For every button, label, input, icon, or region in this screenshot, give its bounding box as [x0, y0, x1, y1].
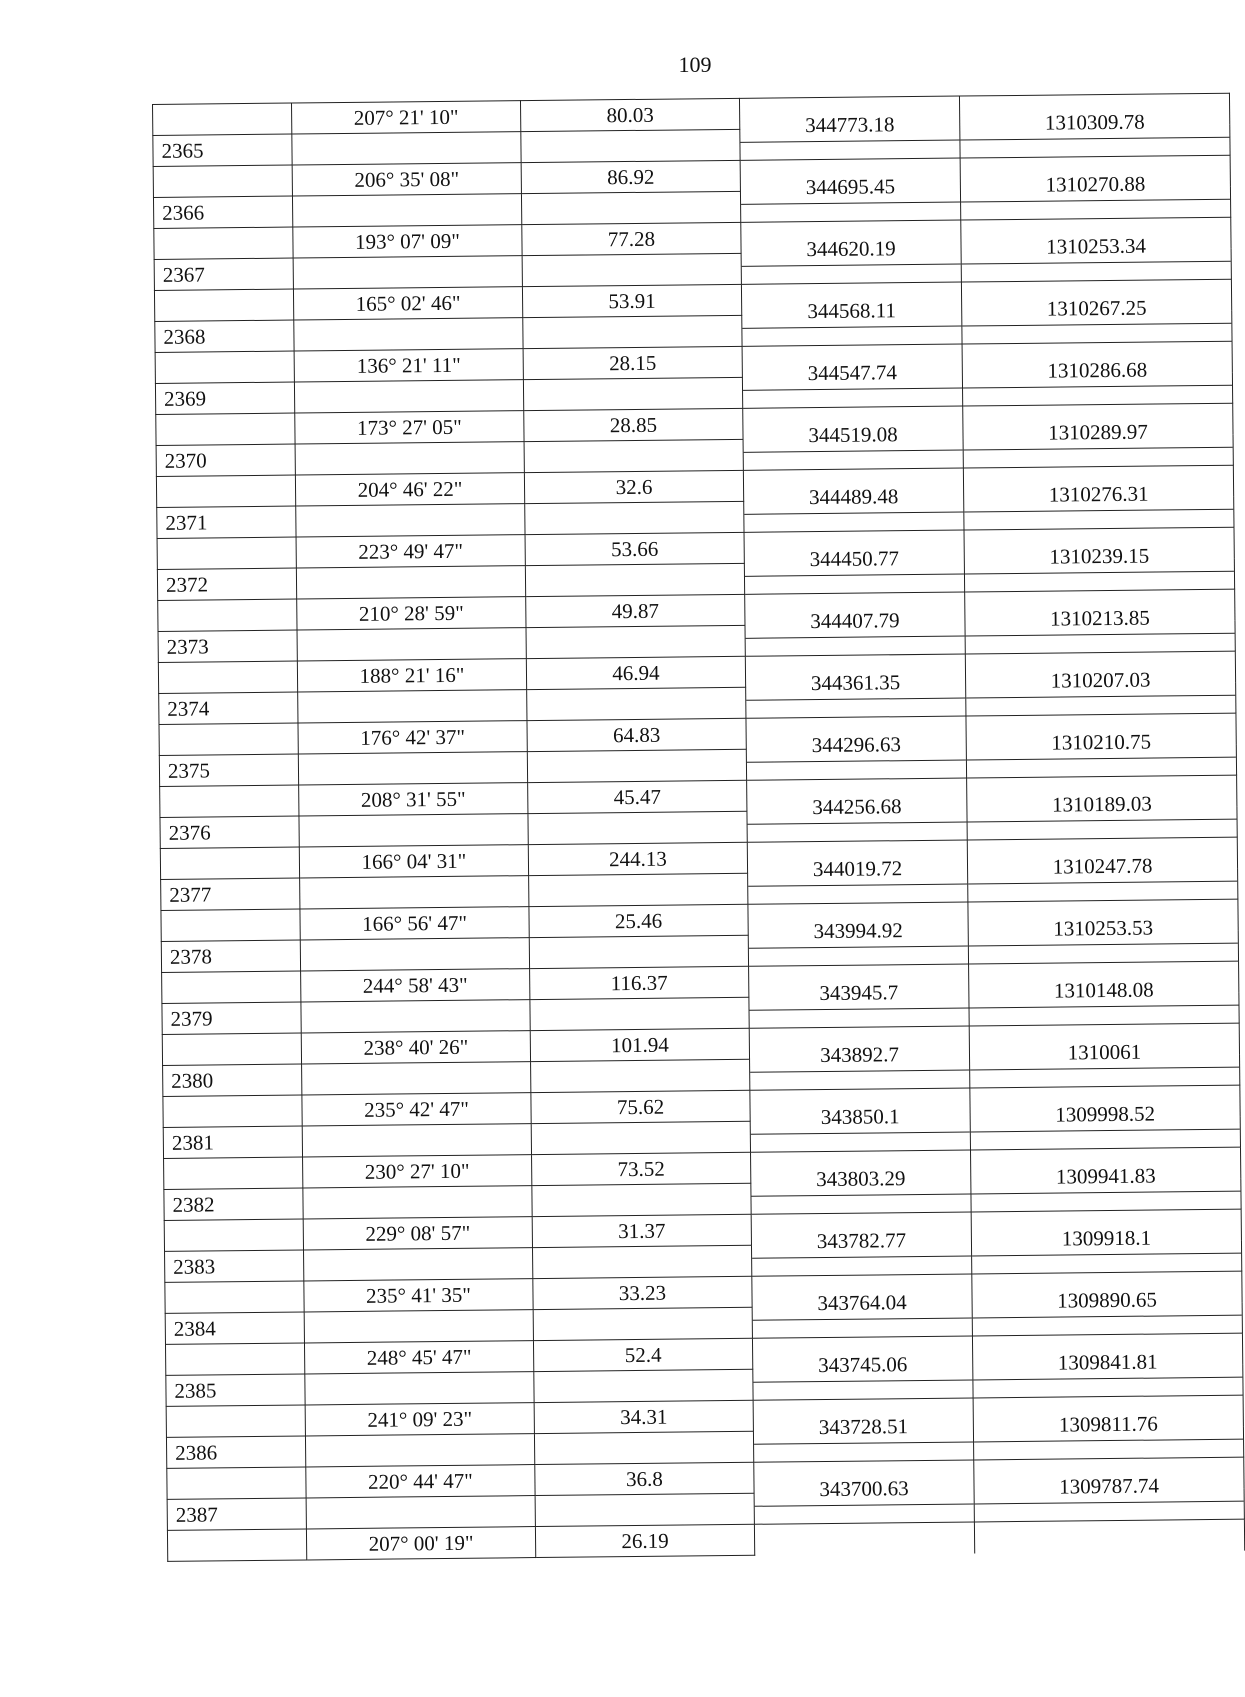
survey-table-body	[153, 93, 1245, 1561]
distance-cell: 33.23	[533, 1276, 752, 1309]
distance-cell: 64.83	[527, 718, 746, 751]
easting-value: 1310253.53	[1053, 915, 1154, 941]
station-cell	[158, 599, 297, 631]
northing-cell	[754, 1522, 974, 1555]
easting-cell	[963, 419, 1233, 468]
bearing-cell	[301, 1000, 530, 1033]
bearing-cell	[302, 1124, 531, 1157]
easting-cell	[965, 605, 1235, 654]
bearing-cell	[306, 1496, 535, 1529]
distance-cell: 77.28	[522, 222, 741, 255]
station-cell	[158, 661, 297, 693]
station-cell	[160, 785, 299, 817]
station-id-cell: 2376	[160, 816, 299, 848]
easting-value: 1309918.1	[1061, 1225, 1152, 1251]
easting-value: 1310148.08	[1053, 977, 1154, 1003]
northing-cell	[745, 607, 965, 656]
distance-cell	[530, 997, 749, 1030]
northing-value: 343850.1	[820, 1103, 900, 1129]
station-cell	[167, 1467, 306, 1499]
bearing-cell	[305, 1434, 534, 1467]
bearing-cell: 244° 58' 43"	[301, 969, 530, 1002]
page-number: 109	[678, 52, 712, 77]
northing-cell	[746, 731, 966, 780]
bearing-cell	[302, 1062, 531, 1095]
bearing-cell: 206° 35' 08"	[292, 163, 521, 196]
station-id-cell: 2383	[165, 1250, 304, 1282]
northing-value: 344407.79	[810, 607, 900, 633]
northing-value: 344256.68	[812, 793, 902, 819]
bearing-cell	[299, 814, 528, 847]
easting-value: 1310270.88	[1045, 171, 1146, 197]
northing-value: 344489.48	[808, 483, 899, 509]
station-id-cell: 2382	[164, 1188, 303, 1220]
distance-cell: 53.91	[522, 284, 741, 317]
station-cell	[165, 1281, 304, 1313]
northing-cell	[749, 979, 969, 1028]
bearing-cell: 208° 31' 55"	[299, 783, 528, 816]
northing-cell	[751, 1227, 971, 1276]
bearing-cell	[298, 752, 527, 785]
distance-cell: 32.6	[524, 470, 743, 503]
northing-cell	[754, 1475, 974, 1524]
northing-cell	[740, 111, 960, 160]
bearing-cell: 229° 08' 57"	[303, 1217, 532, 1250]
northing-cell	[743, 421, 963, 470]
northing-value: 344450.77	[809, 545, 900, 571]
easting-value: 1310289.97	[1047, 419, 1148, 445]
station-cell	[163, 1095, 302, 1127]
bearing-cell	[300, 876, 529, 909]
distance-cell: 26.19	[535, 1524, 754, 1557]
station-cell	[156, 413, 295, 445]
northing-cell	[748, 855, 968, 904]
northing-value: 343892.7	[819, 1041, 899, 1067]
bearing-cell	[297, 628, 526, 661]
easting-cell	[962, 357, 1232, 406]
station-id-cell: 2381	[163, 1126, 302, 1158]
northing-value: 343945.7	[819, 979, 899, 1005]
easting-value: 1310213.85	[1049, 605, 1150, 631]
distance-cell	[533, 1307, 752, 1340]
bearing-cell	[303, 1186, 532, 1219]
easting-cell	[966, 729, 1236, 778]
bearing-cell: 207° 21' 10"	[291, 101, 520, 134]
distance-cell	[522, 253, 741, 286]
easting-value: 1309998.52	[1055, 1101, 1156, 1127]
distance-cell	[529, 935, 748, 968]
easting-cell	[967, 791, 1237, 840]
distance-cell	[523, 315, 742, 348]
northing-cell	[752, 1289, 972, 1338]
easting-cell	[966, 667, 1236, 716]
distance-cell	[521, 129, 740, 162]
easting-cell	[961, 233, 1231, 282]
distance-cell	[534, 1369, 753, 1402]
bearing-cell	[295, 442, 524, 475]
northing-cell	[742, 359, 962, 408]
station-cell	[159, 723, 298, 755]
distance-cell	[525, 501, 744, 534]
easting-cell	[971, 1163, 1241, 1212]
easting-value: 1310210.75	[1051, 729, 1152, 755]
northing-cell	[746, 669, 966, 718]
station-cell	[154, 289, 293, 321]
station-cell	[167, 1529, 306, 1561]
station-cell	[162, 1033, 301, 1065]
easting-cell	[972, 1287, 1242, 1336]
northing-value: 344620.19	[806, 235, 896, 261]
bearing-cell	[292, 194, 521, 227]
distance-cell	[534, 1431, 753, 1464]
station-cell	[164, 1219, 303, 1251]
station-id-cell: 2385	[166, 1374, 305, 1406]
easting-cell	[968, 915, 1238, 964]
northing-cell	[751, 1165, 971, 1214]
northing-cell	[750, 1103, 970, 1152]
bearing-cell: 166° 04' 31"	[299, 845, 528, 878]
northing-value: 344695.45	[805, 173, 896, 199]
station-cell	[155, 351, 294, 383]
easting-cell	[970, 1039, 1240, 1088]
station-id-cell: 2371	[157, 506, 296, 538]
bearing-cell	[293, 256, 522, 289]
distance-cell	[532, 1183, 751, 1216]
easting-value: 1309941.83	[1055, 1163, 1156, 1189]
bearing-cell: 173° 27' 05"	[295, 411, 524, 444]
survey-coordinates-table	[152, 93, 1245, 1562]
bearing-cell: 235° 42' 47"	[302, 1093, 531, 1126]
distance-cell	[531, 1121, 750, 1154]
distance-cell: 101.94	[530, 1028, 749, 1061]
bearing-cell: 223° 49' 47"	[296, 535, 525, 568]
distance-cell	[528, 811, 747, 844]
distance-cell: 45.47	[528, 780, 747, 813]
easting-cell	[973, 1349, 1243, 1398]
northing-cell	[744, 545, 964, 594]
distance-cell: 28.85	[524, 408, 743, 441]
northing-value: 343803.29	[816, 1165, 906, 1191]
bearing-cell: 136° 21' 11"	[294, 349, 523, 382]
easting-value: 1310061	[1067, 1039, 1142, 1064]
easting-value: 1310309.78	[1044, 109, 1145, 135]
distance-cell: 86.92	[521, 160, 740, 193]
easting-value: 1310253.34	[1046, 233, 1147, 259]
station-cell	[161, 909, 300, 941]
easting-cell	[964, 481, 1234, 530]
station-cell	[154, 227, 293, 259]
northing-cell	[741, 235, 961, 284]
northing-value: 343994.92	[813, 917, 903, 943]
northing-value: 344361.35	[810, 669, 901, 695]
easting-value: 1310247.78	[1052, 853, 1153, 879]
distance-cell	[531, 1059, 750, 1092]
bearing-cell: 188° 21' 16"	[297, 659, 526, 692]
bearing-cell: 176° 42' 37"	[298, 721, 527, 754]
northing-value: 344296.63	[811, 731, 901, 757]
station-id-cell: 2370	[156, 444, 295, 476]
distance-cell	[525, 563, 744, 596]
northing-value: 343745.06	[817, 1351, 908, 1377]
distance-cell	[526, 625, 745, 658]
northing-value: 344568.11	[807, 297, 897, 323]
bearing-cell: 230° 27' 10"	[303, 1155, 532, 1188]
station-id-cell: 2386	[166, 1436, 305, 1468]
bearing-cell	[296, 504, 525, 537]
northing-value: 344519.08	[808, 421, 898, 447]
distance-cell: 80.03	[520, 98, 739, 131]
bearing-cell	[300, 938, 529, 971]
northing-cell	[753, 1413, 973, 1462]
station-cell	[157, 537, 296, 569]
easting-value: 1310286.68	[1047, 357, 1148, 383]
station-id-cell: 2387	[167, 1498, 306, 1530]
easting-cell	[960, 109, 1230, 158]
distance-cell	[527, 687, 746, 720]
station-id-cell: 2367	[154, 258, 293, 290]
distance-cell	[521, 191, 740, 224]
bearing-cell: 238° 40' 26"	[301, 1031, 530, 1064]
northing-cell	[750, 1041, 970, 1090]
easting-cell	[974, 1519, 1244, 1553]
easting-cell	[962, 295, 1232, 344]
station-cell	[165, 1343, 304, 1375]
station-id-cell: 2375	[159, 754, 298, 786]
station-cell	[166, 1405, 305, 1437]
easting-value: 1310189.03	[1051, 791, 1152, 817]
northing-cell	[748, 917, 968, 966]
northing-value: 344773.18	[805, 111, 895, 137]
easting-cell	[964, 543, 1234, 592]
northing-value: 343782.77	[816, 1227, 907, 1253]
distance-cell	[524, 439, 743, 472]
northing-value: 343728.51	[818, 1413, 909, 1439]
station-id-cell: 2384	[165, 1312, 304, 1344]
bearing-cell: 235° 41' 35"	[304, 1279, 533, 1312]
distance-cell	[532, 1245, 751, 1278]
northing-cell	[747, 793, 967, 842]
distance-cell: 52.4	[533, 1338, 752, 1371]
northing-value: 344019.72	[812, 855, 903, 881]
distance-cell: 116.37	[530, 966, 749, 999]
station-id-cell: 2365	[153, 134, 292, 166]
distance-cell: 25.46	[529, 904, 748, 937]
northing-cell	[742, 297, 962, 346]
station-id-cell: 2369	[155, 382, 294, 414]
bearing-cell: 193° 07' 09"	[293, 225, 522, 258]
easting-value: 1310239.15	[1049, 543, 1150, 569]
station-id-cell: 2380	[163, 1064, 302, 1096]
station-id-cell: 2374	[159, 692, 298, 724]
station-id-cell: 2378	[161, 940, 300, 972]
bearing-cell	[292, 132, 521, 165]
easting-cell	[960, 171, 1230, 220]
distance-cell: 34.31	[534, 1400, 753, 1433]
bearing-cell: 210° 28' 59"	[297, 597, 526, 630]
easting-value: 1310267.25	[1046, 295, 1147, 321]
northing-value: 343764.04	[817, 1289, 907, 1315]
station-cell	[156, 475, 295, 507]
easting-cell	[969, 977, 1239, 1026]
distance-cell	[529, 873, 748, 906]
station-id-cell: 2373	[158, 630, 297, 662]
easting-value: 1309787.74	[1059, 1473, 1160, 1499]
distance-cell: 31.37	[532, 1214, 751, 1247]
easting-cell	[971, 1225, 1241, 1274]
bearing-cell	[294, 380, 523, 413]
distance-cell: 46.94	[526, 656, 745, 689]
distance-cell: 53.66	[525, 532, 744, 565]
bearing-cell	[298, 690, 527, 723]
easting-cell	[970, 1101, 1240, 1150]
easting-value: 1309811.76	[1058, 1411, 1158, 1437]
easting-value: 1309890.65	[1057, 1287, 1158, 1313]
easting-value: 1310207.03	[1050, 667, 1151, 693]
bearing-cell: 165° 02' 46"	[293, 287, 522, 320]
bearing-cell	[304, 1248, 533, 1281]
station-id-cell: 2366	[153, 196, 292, 228]
bearing-cell: 204° 46' 22"	[295, 473, 524, 506]
station-cell	[162, 971, 301, 1003]
easting-cell	[974, 1473, 1244, 1522]
northing-value: 343700.63	[819, 1475, 909, 1501]
station-cell	[164, 1157, 303, 1189]
distance-cell: 36.8	[535, 1462, 754, 1495]
distance-cell: 75.62	[531, 1090, 750, 1123]
distance-cell	[527, 749, 746, 782]
distance-cell: 49.87	[526, 594, 745, 627]
station-id-cell: 2368	[155, 320, 294, 352]
distance-cell: 73.52	[532, 1152, 751, 1185]
bearing-cell: 166° 56' 47"	[300, 907, 529, 940]
bearing-cell: 241° 09' 23"	[305, 1403, 534, 1436]
distance-cell	[535, 1493, 754, 1526]
station-id-cell: 2379	[162, 1002, 301, 1034]
easting-cell	[968, 853, 1238, 902]
easting-value: 1310276.31	[1048, 481, 1149, 507]
station-id-cell: 2372	[157, 568, 296, 600]
bearing-cell	[294, 318, 523, 351]
easting-cell	[973, 1411, 1243, 1460]
distance-cell: 244.13	[528, 842, 747, 875]
northing-cell	[740, 173, 960, 222]
northing-cell	[744, 483, 964, 532]
station-cell	[153, 165, 292, 197]
bearing-cell: 220° 44' 47"	[306, 1465, 535, 1498]
station-cell	[153, 103, 292, 135]
distance-cell: 28.15	[523, 346, 742, 379]
bearing-cell	[304, 1310, 533, 1343]
northing-value: 344547.74	[807, 359, 898, 385]
easting-value: 1309841.81	[1057, 1349, 1158, 1375]
northing-cell	[753, 1351, 973, 1400]
bearing-cell: 207° 00' 19"	[306, 1527, 535, 1560]
distance-cell	[523, 377, 742, 410]
bearing-cell	[296, 566, 525, 599]
bearing-cell	[305, 1372, 534, 1405]
station-cell	[160, 847, 299, 879]
station-id-cell: 2377	[161, 878, 300, 910]
bearing-cell: 248° 45' 47"	[304, 1341, 533, 1374]
